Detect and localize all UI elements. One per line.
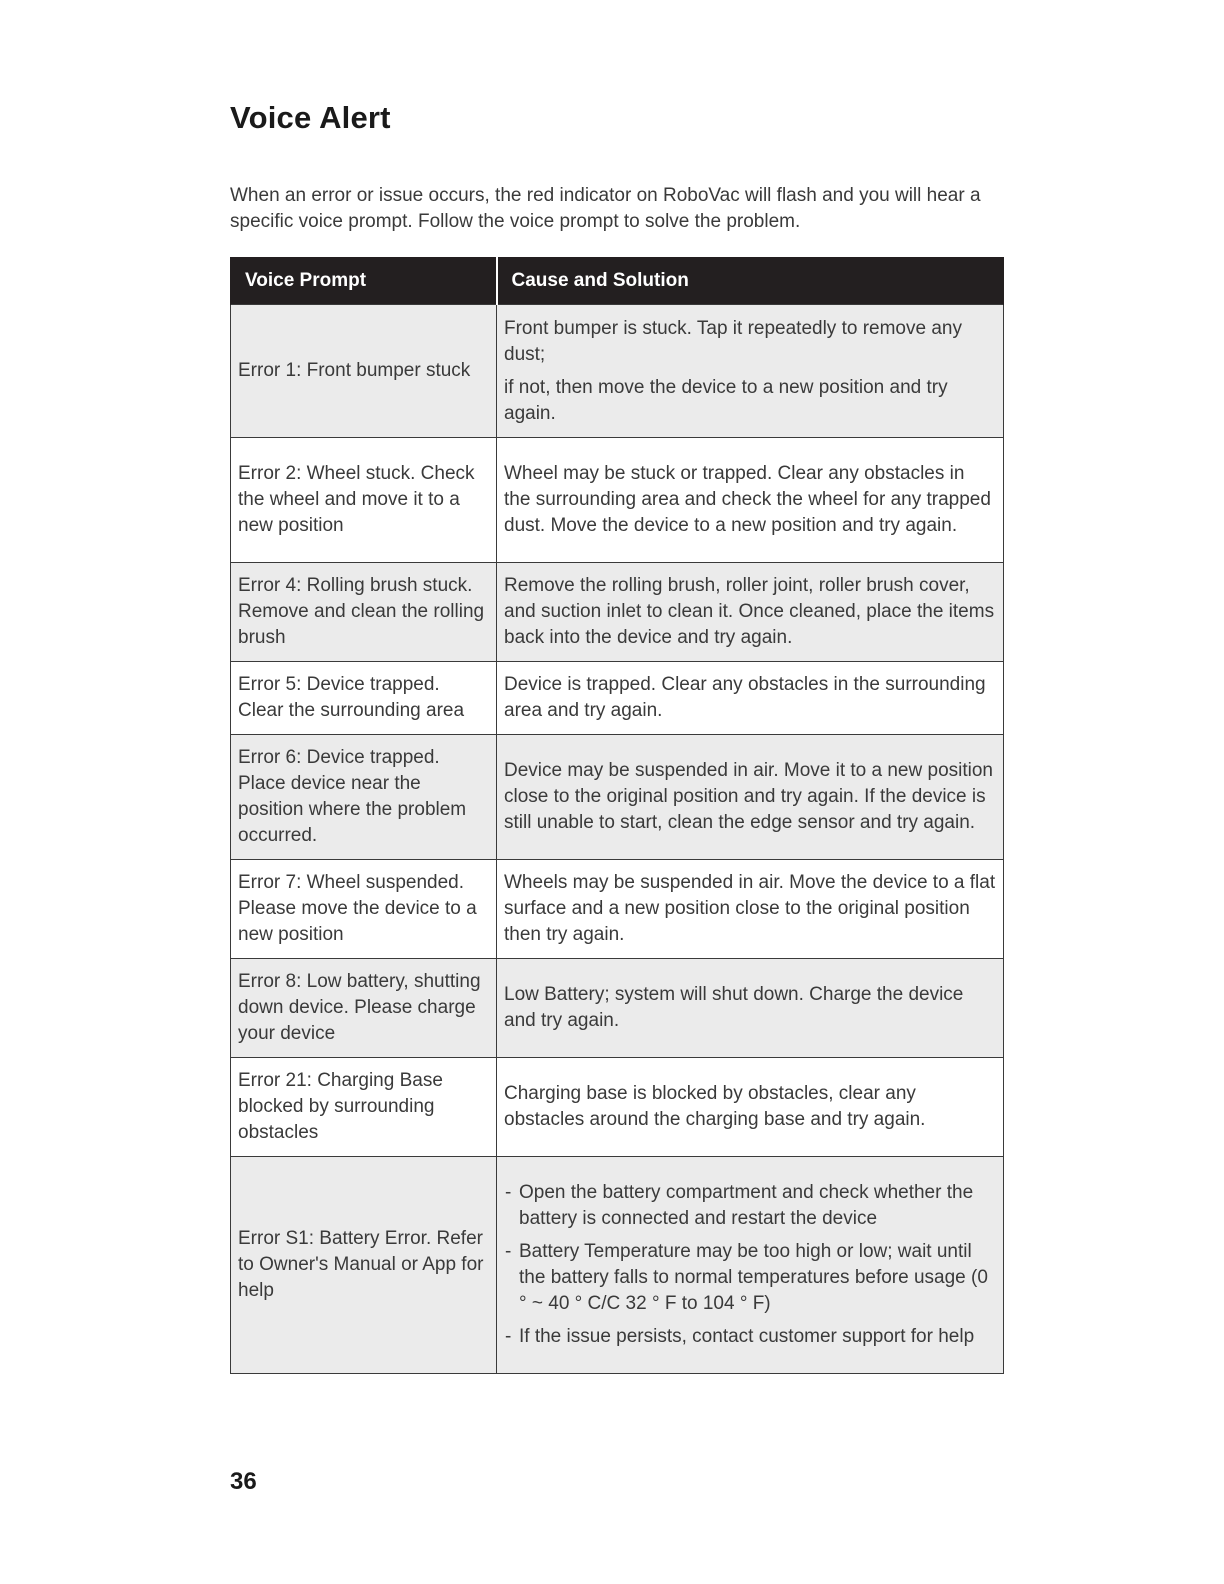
solution-text: if not, then move the device to a new position and try again. bbox=[504, 376, 948, 424]
solution-bullet-list bbox=[504, 1180, 996, 1350]
table-row bbox=[231, 563, 1004, 662]
solution-text: Device is trapped. Clear any obstacles in the surrounding area and try again. bbox=[504, 674, 986, 721]
table-row bbox=[231, 438, 1004, 563]
table-row bbox=[231, 735, 1004, 860]
solution-cell bbox=[497, 1058, 1004, 1157]
solution-bullet: - If the issue persists, contact customer support for help bbox=[504, 1324, 996, 1350]
prompt-cell: Error 7: Wheel suspended. Please move the device to a new position bbox=[231, 860, 497, 959]
prompt-cell: Error 5: Device trapped. Clear the surrounding area bbox=[231, 662, 497, 735]
solution-text: Wheel may be stuck or trapped. Clear any obstacles in the surrounding area and check the wheel for any trapped dust. Move the device to a new position and try again. bbox=[504, 463, 991, 536]
header-voice-prompt: Voice Prompt bbox=[231, 257, 497, 305]
solution-cell bbox=[497, 860, 1004, 959]
solution-bullet: - Open the battery compartment and check whether the battery is connected and restart the device bbox=[504, 1180, 996, 1232]
table-row bbox=[231, 1058, 1004, 1157]
table-header-row bbox=[231, 257, 1004, 305]
table-row bbox=[231, 1157, 1004, 1374]
table-row bbox=[231, 662, 1004, 735]
header-cause-solution: Cause and Solution bbox=[497, 257, 1004, 305]
solution-bullet: - Battery Temperature may be too high or low; wait until the battery falls to normal temperatures before usage (0 ° ~ 40 ° C/C 32 ° F to 104 ° F) bbox=[504, 1239, 996, 1317]
voice-alert-table bbox=[230, 257, 1004, 1374]
solution-text: Wheels may be suspended in air. Move the device to a flat surface and a new position close to the original position then try again. bbox=[504, 872, 996, 945]
page-number: 36 bbox=[230, 1468, 257, 1495]
prompt-cell: Error 2: Wheel stuck. Check the wheel and move it to a new position bbox=[231, 438, 497, 563]
solution-cell bbox=[497, 563, 1004, 662]
intro-paragraph: When an error or issue occurs, the red indicator on RoboVac will flash and you will hear a specific voice prompt. Follow the voice prompt to solve the problem. bbox=[230, 185, 981, 232]
solution-cell bbox=[497, 959, 1004, 1058]
prompt-cell: Error 1: Front bumper stuck bbox=[231, 305, 497, 438]
page-title: Voice Alert bbox=[230, 100, 391, 135]
prompt-cell: Error 8: Low battery, shutting down device. Please charge your device bbox=[231, 959, 497, 1058]
table-row bbox=[231, 860, 1004, 959]
solution-text: Front bumper is stuck. Tap it repeatedly to remove any dust; bbox=[504, 317, 962, 365]
prompt-cell: Error 4: Rolling brush stuck. Remove and clean the rolling brush bbox=[231, 563, 497, 662]
solution-text: Device may be suspended in air. Move it to a new position close to the original position and try again. If the device is still unable to start, clean the edge sensor and try again. bbox=[504, 760, 993, 833]
solution-cell bbox=[497, 1157, 1004, 1374]
solution-cell bbox=[497, 662, 1004, 735]
solution-cell bbox=[497, 305, 1004, 438]
table-row bbox=[231, 959, 1004, 1058]
solution-cell bbox=[497, 735, 1004, 860]
table-row bbox=[231, 305, 1004, 438]
solution-text: Charging base is blocked by obstacles, clear any obstacles around the charging base and try again. bbox=[504, 1083, 926, 1130]
prompt-cell: Error 21: Charging Base blocked by surrounding obstacles bbox=[231, 1058, 497, 1157]
solution-cell bbox=[497, 438, 1004, 563]
solution-text: Low Battery; system will shut down. Charge the device and try again. bbox=[504, 984, 964, 1031]
prompt-cell: Error S1: Battery Error. Refer to Owner's Manual or App for help bbox=[231, 1157, 497, 1374]
prompt-cell: Error 6: Device trapped. Place device near the position where the problem occurred. bbox=[231, 735, 497, 860]
solution-text: Remove the rolling brush, roller joint, roller brush cover, and suction inlet to clean it. Once cleaned, place the items back into the device and try again. bbox=[504, 575, 995, 648]
